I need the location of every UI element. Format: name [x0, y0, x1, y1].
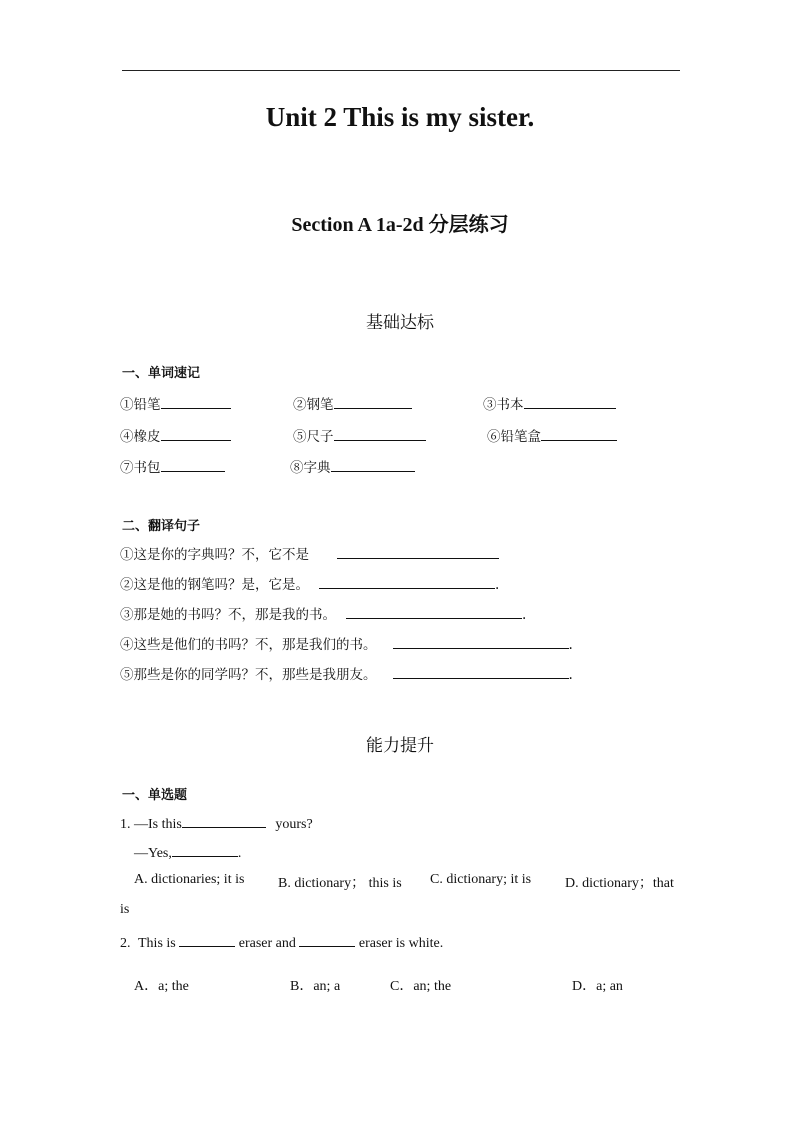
translate-sentence: ⑤那些是你的同学吗？不，那些是我朋友。 . [120, 663, 573, 683]
answer-blank[interactable] [172, 842, 238, 857]
answer-blank[interactable] [179, 932, 235, 947]
option-d[interactable]: D．a; an [572, 979, 623, 994]
answer-blank[interactable] [524, 394, 616, 409]
level-advanced-heading: 能力提升 [366, 736, 434, 756]
answer-blank[interactable] [299, 932, 355, 947]
option-b[interactable]: B. dictionary； this is [278, 876, 402, 891]
answer-blank[interactable] [337, 544, 499, 559]
answer-blank[interactable] [334, 426, 426, 441]
vocab-item: ④橡皮 [120, 425, 231, 445]
vocab-item: ①铅笔 [120, 393, 231, 413]
answer-blank[interactable] [182, 813, 266, 828]
vocab-item: ⑧字典 [290, 456, 415, 476]
answer-blank[interactable] [541, 426, 617, 441]
section-subtitle: Section A 1a-2d 分层练习 [291, 214, 509, 236]
vocab-item: ⑥铅笔盒 [487, 425, 617, 445]
choice-heading: 一、单选题 [122, 788, 188, 803]
option-c[interactable]: C．an; the [390, 979, 452, 994]
answer-blank[interactable] [319, 574, 495, 589]
answer-blank[interactable] [334, 394, 412, 409]
level-basic-heading: 基础达标 [366, 313, 434, 333]
answer-blank[interactable] [331, 457, 415, 472]
translate-sentence: ①这是你的字典吗？不，它不是 [120, 543, 499, 563]
option-c[interactable]: C. dictionary; it is [430, 872, 532, 887]
answer-blank[interactable] [161, 426, 231, 441]
vocab-heading: 一、单词速记 [122, 366, 201, 381]
option-a[interactable]: A．a; the [134, 979, 189, 994]
question-1-line-2: —Yes, . [134, 842, 241, 862]
vocab-item: ②钢笔 [293, 393, 412, 413]
translate-sentence: ②这是他的钢笔吗？是，它是。 . [120, 573, 499, 593]
option-d-wrap: is [120, 902, 130, 917]
option-d[interactable]: D. dictionary；that [565, 876, 674, 891]
question-number: 2. [120, 936, 131, 951]
answer-blank[interactable] [346, 604, 522, 619]
answer-blank[interactable] [161, 457, 225, 472]
option-b[interactable]: B．an; a [290, 979, 341, 994]
vocab-item: ⑦书包 [120, 456, 225, 476]
vocab-item: ③书本 [483, 393, 616, 413]
translate-heading: 二、翻译句子 [122, 519, 201, 534]
question-2: 2. This is eraser and eraser is white. [120, 932, 443, 952]
page-title: Unit 2 This is my sister. [265, 102, 535, 132]
vocab-item: ⑤尺子 [293, 425, 426, 445]
option-a[interactable]: A. dictionaries; it is [134, 872, 245, 887]
top-rule [122, 70, 680, 71]
question-1-line-1: 1. —Is this yours? [120, 813, 313, 833]
question-number: 1. [120, 817, 131, 832]
translate-sentence: ④这些是他们的书吗？不，那是我们的书。 . [120, 633, 573, 653]
translate-sentence: ③那是她的书吗？不，那是我的书。 . [120, 603, 526, 623]
answer-blank[interactable] [393, 634, 569, 649]
answer-blank[interactable] [393, 664, 569, 679]
answer-blank[interactable] [161, 394, 231, 409]
